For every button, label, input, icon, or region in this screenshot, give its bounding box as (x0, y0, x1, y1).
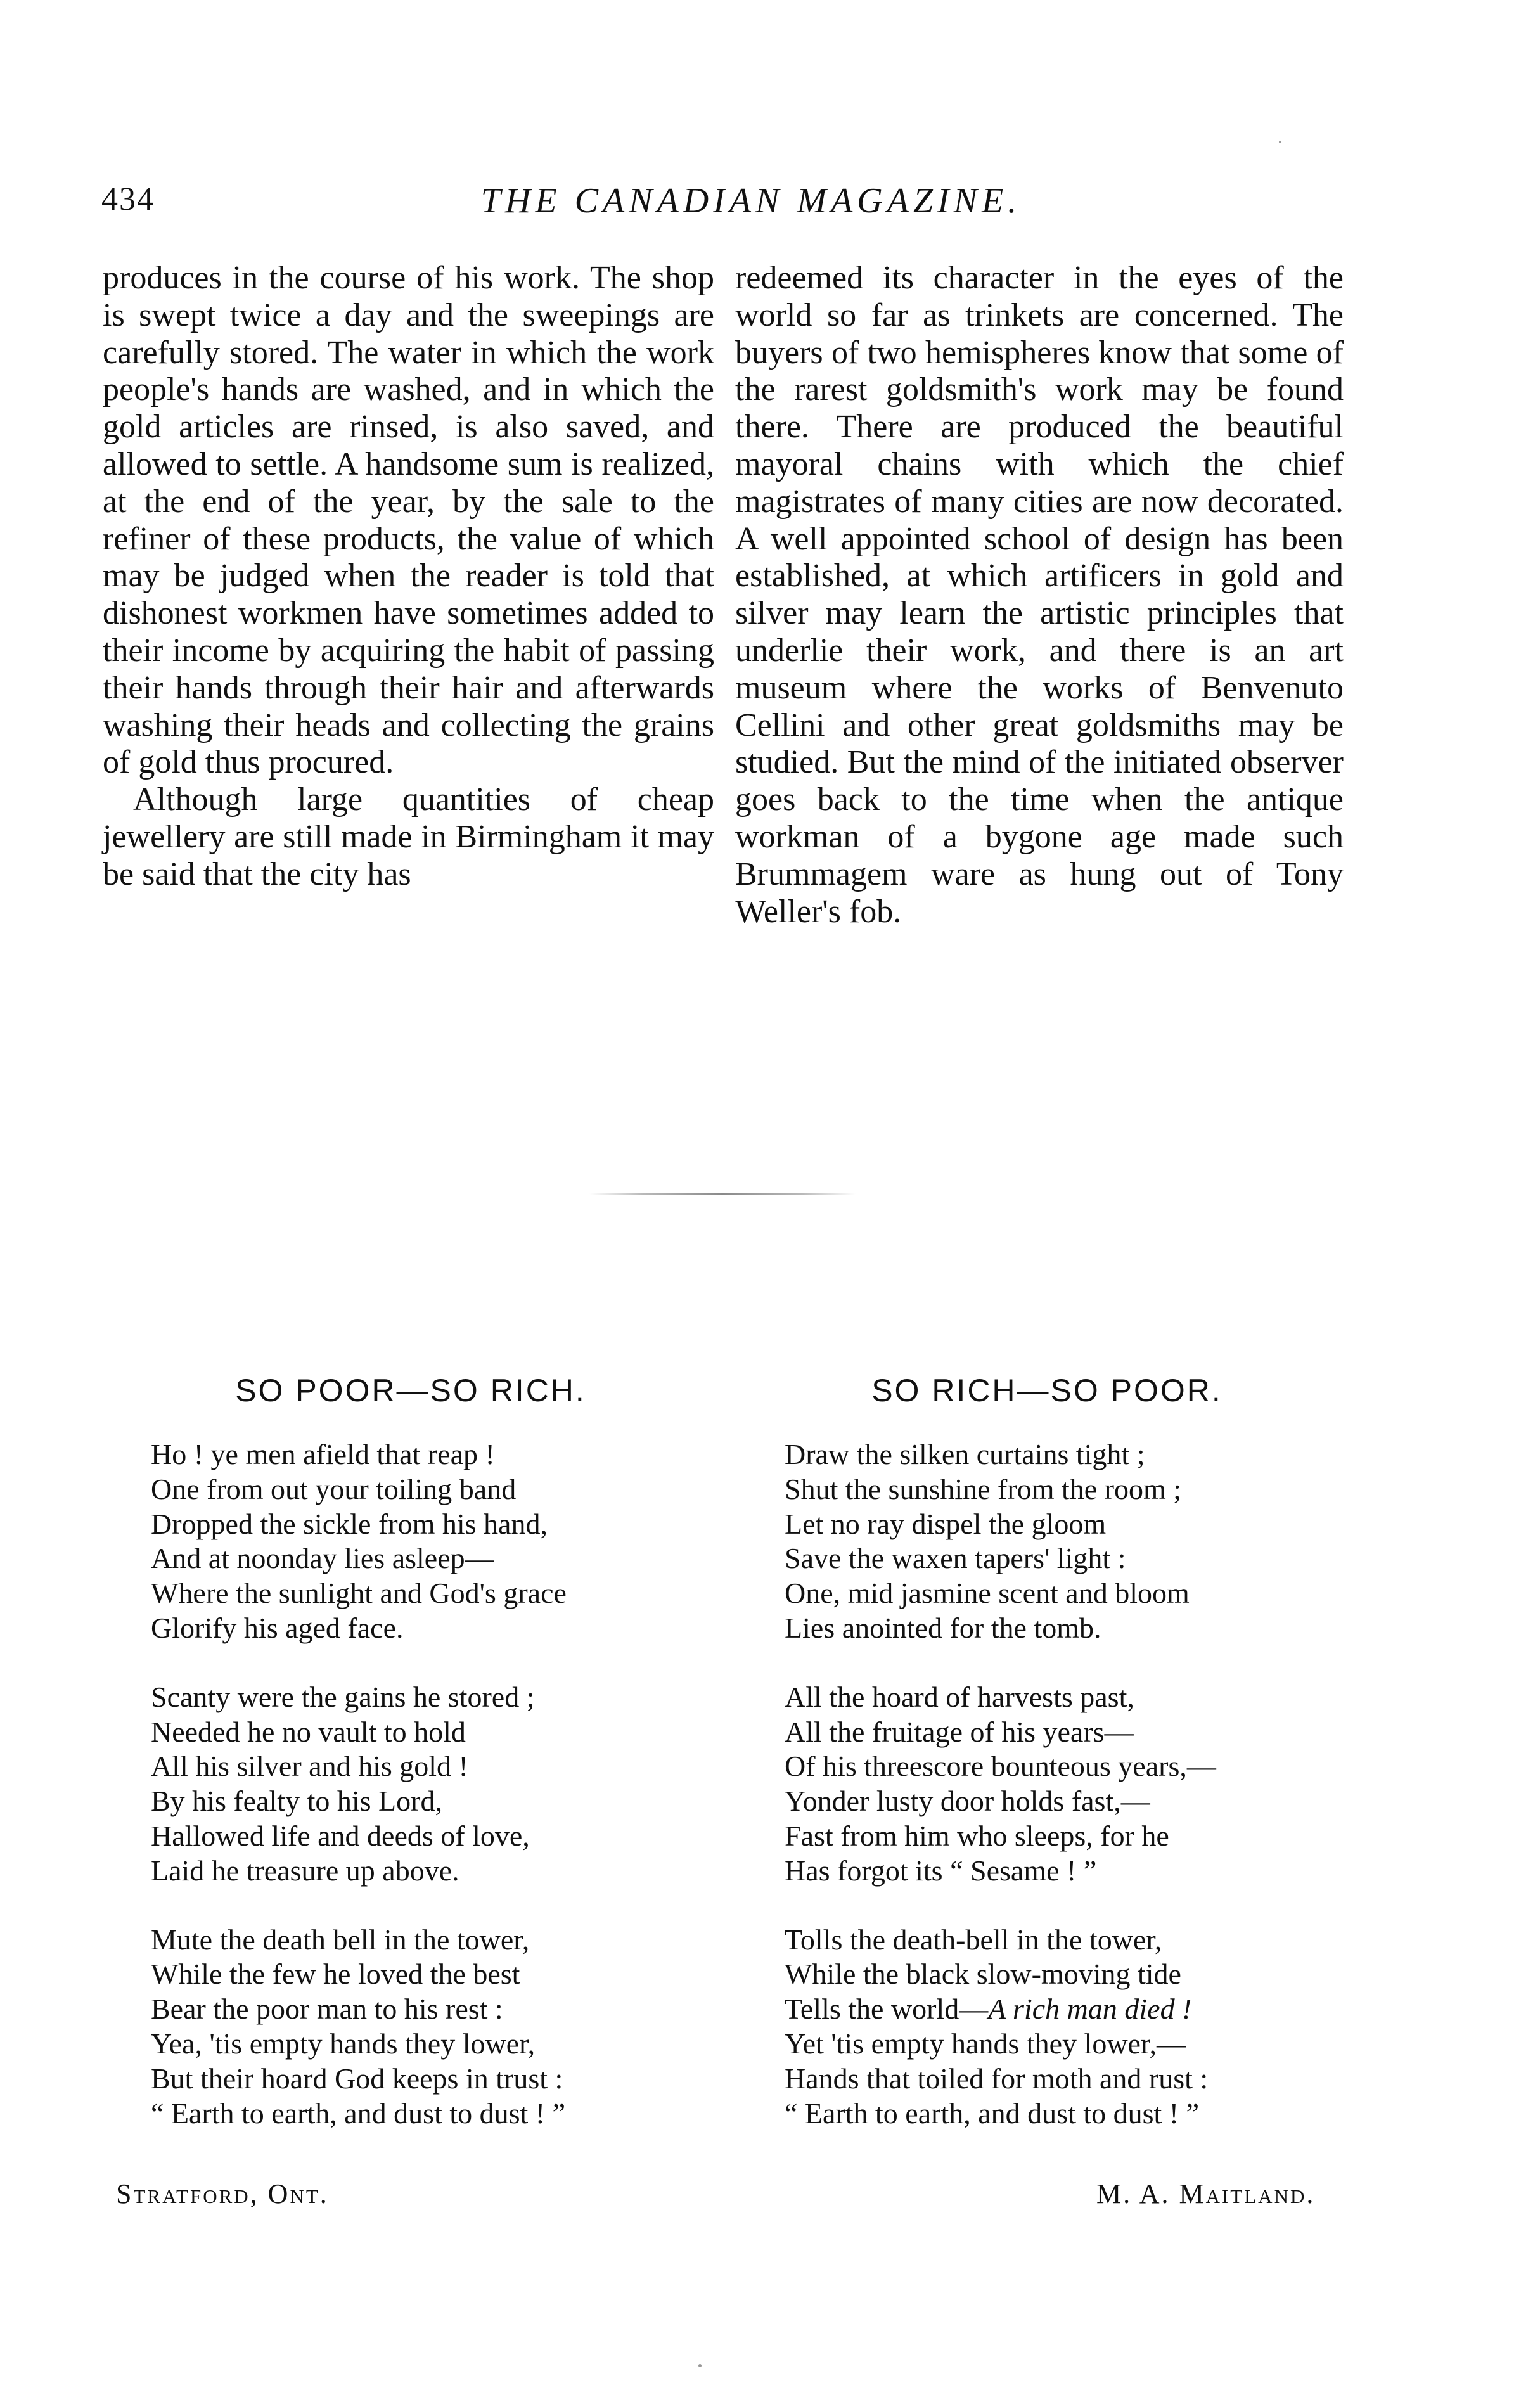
poem-line: All the fruitage of his years— (785, 1715, 1134, 1748)
poem-line: Glorify his aged face. (151, 1611, 404, 1644)
poem-line: “ Earth to earth, and dust to dust ! ” (151, 2097, 566, 2129)
poem-line: Needed he no vault to hold (151, 1715, 466, 1748)
poem-line: While the few he loved the best (151, 1958, 520, 1991)
poem-line: By his fealty to his Lord, (151, 1785, 442, 1818)
poem-stanza (785, 1437, 1216, 1646)
poem-line: Hallowed life and deeds of love, (151, 1819, 530, 1852)
poem-line: Yonder lusty door holds fast,— (785, 1785, 1150, 1818)
section-divider (589, 1193, 856, 1195)
poem-title-left: SO POOR—SO RICH. (235, 1373, 586, 1408)
poem-stanza (785, 1923, 1216, 2131)
poem-line-text: Tells the world— (785, 1993, 989, 2026)
poem-line: Draw the silken curtains tight ; (785, 1438, 1145, 1470)
poem-line: Dropped the sickle from his hand, (151, 1507, 548, 1540)
poem-left (151, 1437, 567, 2165)
running-title: THE CANADIAN MAGAZINE. (480, 181, 1022, 221)
poem-line: Bear the poor man to his rest : (151, 1993, 503, 2026)
print-speck (1279, 141, 1281, 143)
article-column-left (103, 260, 714, 894)
poem-line: Laid he treasure up above. (151, 1854, 459, 1887)
poem-line: Yea, 'tis empty hands they lower, (151, 2027, 536, 2060)
poem-line: Tolls the death-bell in the tower, (785, 1923, 1162, 1956)
article-paragraph: redeemed its character in the eyes of the world so far as trinkets are concerned. The buyers of two hemispheres know that some of the rarest goldsmith's work may be found there. There are produced the beautiful mayoral chains with which the chief magistrates of many cities are now decorated. A well appointed school of design has been established, at which artificers in gold and silver may learn the artistic principles that underlie their work, and there is an art museum where the works of Benvenuto Cellini and other great goldsmiths may be studied. But the mind of the initiated observer goes back to the time when the antique workman of a bygone age made such Brummagem ware as hung out of Tony Weller's fob. (735, 260, 1344, 930)
poem-line: Yet 'tis empty hands they lower,— (785, 2027, 1186, 2060)
poem-line: Of his threescore bounteous years,— (785, 1750, 1216, 1783)
article-paragraph: produces in the course of his work. The shop is swept twice a day and the sweepings are carefully stored. The water in which the work people's hands are washed, and in which the gold articles are rinsed, is also saved, and allowed to settle. A handsome sum is realized, at the end of the year, by the sale to the refiner of these products, the value of which may be judged when the reader is told that dishonest workmen have sometimes added to their income by acquiring the habit of passing their hands through their hair and afterwards washing their heads and collecting the grains of gold thus procured. (103, 260, 714, 781)
page-number: 434 (101, 181, 155, 217)
poem-line: And at noonday lies asleep— (151, 1542, 494, 1575)
poem-line: Fast from him who sleeps, for he (785, 1819, 1169, 1852)
poem-line: “ Earth to earth, and dust to dust ! ” (785, 2097, 1200, 2129)
poem-line: Save the waxen tapers' light : (785, 1542, 1126, 1575)
poem-line: Mute the death bell in the tower, (151, 1923, 530, 1956)
poem-line: All his silver and his gold ! (151, 1750, 468, 1783)
poem-line (785, 1992, 1216, 2027)
poem-line: Scanty were the gains he stored ; (151, 1680, 535, 1713)
poem-line: Has forgot its “ Sesame ! ” (785, 1854, 1097, 1887)
poem-line: But their hoard God keeps in trust : (151, 2062, 563, 2095)
poem-stanza (151, 1923, 567, 2131)
poem-line: Shut the sunshine from the room ; (785, 1472, 1182, 1505)
poem-line: Let no ray dispel the gloom (785, 1507, 1107, 1540)
poem-stanza (151, 1680, 567, 1889)
poem-line: One from out your toiling band (151, 1472, 517, 1505)
signoff-author: M. A. Maitland. (1096, 2178, 1316, 2209)
article-paragraph: Although large quantities of cheap jewellery are still made in Birmingham it may be said that the city has (103, 781, 714, 892)
poem-line: Ho ! ye men afield that reap ! (151, 1438, 495, 1470)
poem-title-right: SO RICH—SO POOR. (871, 1373, 1222, 1408)
poem-line: Where the sunlight and God's grace (151, 1577, 567, 1610)
poem-line: While the black slow-moving tide (785, 1958, 1181, 1991)
poem-line: One, mid jasmine scent and bloom (785, 1577, 1190, 1610)
poem-stanza (785, 1680, 1216, 1889)
page-header (101, 181, 1401, 231)
print-speck (698, 2364, 702, 2367)
poem-right (785, 1437, 1216, 2165)
poem-line: All the hoard of harvests past, (785, 1680, 1134, 1713)
article-column-right (735, 260, 1344, 930)
poem-line: Lies anointed for the tomb. (785, 1611, 1101, 1644)
poem-stanza (151, 1437, 567, 1646)
italic-phrase: A rich man died ! (988, 1993, 1192, 2026)
signoff-place: Stratford, Ont. (116, 2178, 329, 2209)
poem-line: Hands that toiled for moth and rust : (785, 2062, 1209, 2095)
